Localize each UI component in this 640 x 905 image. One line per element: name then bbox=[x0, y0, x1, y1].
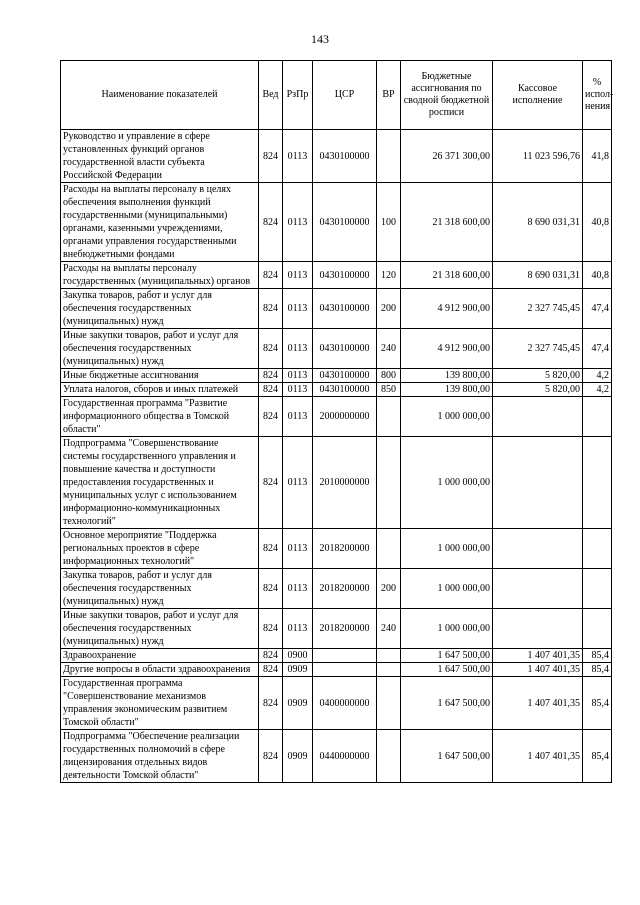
cell-rzpr: 0113 bbox=[283, 529, 313, 569]
cell-name: Руководство и управление в сфере установленных функций органов государственной власти субъекта Российской Федерации bbox=[61, 130, 259, 183]
cell-csr: 2018200000 bbox=[313, 609, 377, 649]
cell-vr bbox=[377, 677, 401, 730]
cell-percent: 4,2 bbox=[583, 369, 612, 383]
table-row bbox=[61, 369, 612, 383]
cell-percent: 4,2 bbox=[583, 383, 612, 397]
cell-vr bbox=[377, 437, 401, 529]
cell-cash: 5 820,00 bbox=[493, 383, 583, 397]
table-row bbox=[61, 383, 612, 397]
cell-budget: 1 000 000,00 bbox=[401, 569, 493, 609]
cell-vr: 200 bbox=[377, 569, 401, 609]
cell-name: Подпрограмма "Обеспечение реализации государственных полномочий в сфере лицензирования отдельных видов деятельности Томской области" bbox=[61, 730, 259, 783]
header-percent: % испол-нения bbox=[583, 61, 612, 130]
cell-name: Иные закупки товаров, работ и услуг для обеспечения государственных (муниципальных) нужд bbox=[61, 609, 259, 649]
cell-csr: 0430100000 bbox=[313, 329, 377, 369]
cell-percent bbox=[583, 609, 612, 649]
header-vr: ВР bbox=[377, 61, 401, 130]
cell-ved: 824 bbox=[259, 262, 283, 289]
budget-table bbox=[60, 60, 612, 783]
cell-budget: 1 647 500,00 bbox=[401, 730, 493, 783]
cell-budget: 21 318 600,00 bbox=[401, 262, 493, 289]
cell-percent bbox=[583, 529, 612, 569]
table-row bbox=[61, 677, 612, 730]
cell-budget: 1 000 000,00 bbox=[401, 609, 493, 649]
table-row bbox=[61, 329, 612, 369]
cell-percent bbox=[583, 569, 612, 609]
page-number: 143 bbox=[311, 32, 329, 46]
cell-csr: 0430100000 bbox=[313, 369, 377, 383]
cell-name: Уплата налогов, сборов и иных платежей bbox=[61, 383, 259, 397]
cell-ved: 824 bbox=[259, 529, 283, 569]
cell-csr: 0430100000 bbox=[313, 262, 377, 289]
cell-percent: 85,4 bbox=[583, 649, 612, 663]
cell-vr: 200 bbox=[377, 289, 401, 329]
cell-csr: 2018200000 bbox=[313, 529, 377, 569]
cell-vr: 120 bbox=[377, 262, 401, 289]
cell-csr: 0440000000 bbox=[313, 730, 377, 783]
header-rzpr: РзПр bbox=[283, 61, 313, 130]
cell-name: Государственная программа "Совершенствование механизмов управления экономическим развитием Томской области" bbox=[61, 677, 259, 730]
cell-ved: 824 bbox=[259, 649, 283, 663]
cell-rzpr: 0113 bbox=[283, 329, 313, 369]
cell-percent: 85,4 bbox=[583, 730, 612, 783]
cell-budget: 1 000 000,00 bbox=[401, 437, 493, 529]
header-name: Наименование показателей bbox=[61, 61, 259, 130]
cell-cash: 8 690 031,31 bbox=[493, 183, 583, 262]
cell-vr: 100 bbox=[377, 183, 401, 262]
cell-cash: 11 023 596,76 bbox=[493, 130, 583, 183]
cell-ved: 824 bbox=[259, 569, 283, 609]
cell-budget: 4 912 900,00 bbox=[401, 289, 493, 329]
cell-name: Подпрограмма "Совершенствование системы государственного управления и повышение качества и доступности предоставления государственных и муниципальных услуг с использованием информационно-коммуникационных технологий" bbox=[61, 437, 259, 529]
cell-ved: 824 bbox=[259, 677, 283, 730]
cell-rzpr: 0113 bbox=[283, 369, 313, 383]
table-body bbox=[61, 130, 612, 783]
cell-budget: 26 371 300,00 bbox=[401, 130, 493, 183]
cell-rzpr: 0113 bbox=[283, 569, 313, 609]
cell-budget: 4 912 900,00 bbox=[401, 329, 493, 369]
cell-rzpr: 0113 bbox=[283, 437, 313, 529]
cell-csr bbox=[313, 663, 377, 677]
cell-cash: 1 407 401,35 bbox=[493, 730, 583, 783]
cell-budget: 1 647 500,00 bbox=[401, 663, 493, 677]
header-csr: ЦСР bbox=[313, 61, 377, 130]
cell-percent: 85,4 bbox=[583, 663, 612, 677]
cell-budget: 139 800,00 bbox=[401, 383, 493, 397]
cell-csr: 0430100000 bbox=[313, 183, 377, 262]
table-row bbox=[61, 529, 612, 569]
cell-budget: 139 800,00 bbox=[401, 369, 493, 383]
header-budget: Бюджетные ассигнования по сводной бюджетной росписи bbox=[401, 61, 493, 130]
cell-rzpr: 0909 bbox=[283, 677, 313, 730]
cell-csr: 0430100000 bbox=[313, 130, 377, 183]
cell-cash: 8 690 031,31 bbox=[493, 262, 583, 289]
cell-rzpr: 0113 bbox=[283, 383, 313, 397]
table-row bbox=[61, 289, 612, 329]
cell-vr bbox=[377, 397, 401, 437]
table-row bbox=[61, 130, 612, 183]
cell-percent bbox=[583, 437, 612, 529]
cell-ved: 824 bbox=[259, 397, 283, 437]
cell-cash: 1 407 401,35 bbox=[493, 663, 583, 677]
cell-budget: 1 000 000,00 bbox=[401, 529, 493, 569]
cell-percent: 41,8 bbox=[583, 130, 612, 183]
cell-csr: 0430100000 bbox=[313, 289, 377, 329]
cell-csr bbox=[313, 649, 377, 663]
table-row bbox=[61, 730, 612, 783]
cell-csr: 2010000000 bbox=[313, 437, 377, 529]
cell-rzpr: 0113 bbox=[283, 289, 313, 329]
cell-name: Расходы на выплаты персоналу в целях обеспечения выполнения функций государственными (муниципальными) органами, казенными учреждениями, органами управления государственными внебюджетными фондами bbox=[61, 183, 259, 262]
cell-cash bbox=[493, 397, 583, 437]
table-row bbox=[61, 649, 612, 663]
cell-vr bbox=[377, 663, 401, 677]
table-row bbox=[61, 609, 612, 649]
cell-cash bbox=[493, 609, 583, 649]
cell-name: Расходы на выплаты персоналу государственных (муниципальных) органов bbox=[61, 262, 259, 289]
cell-percent bbox=[583, 397, 612, 437]
cell-percent: 47,4 bbox=[583, 329, 612, 369]
cell-percent: 40,8 bbox=[583, 262, 612, 289]
table-row bbox=[61, 569, 612, 609]
cell-vr: 240 bbox=[377, 329, 401, 369]
cell-rzpr: 0113 bbox=[283, 397, 313, 437]
cell-name: Закупка товаров, работ и услуг для обеспечения государственных (муниципальных) нужд bbox=[61, 569, 259, 609]
cell-vr bbox=[377, 529, 401, 569]
cell-budget: 1 000 000,00 bbox=[401, 397, 493, 437]
cell-rzpr: 0113 bbox=[283, 262, 313, 289]
cell-csr: 0400000000 bbox=[313, 677, 377, 730]
cell-vr bbox=[377, 130, 401, 183]
cell-budget: 1 647 500,00 bbox=[401, 649, 493, 663]
cell-cash bbox=[493, 569, 583, 609]
table-row bbox=[61, 262, 612, 289]
cell-ved: 824 bbox=[259, 663, 283, 677]
cell-cash: 1 407 401,35 bbox=[493, 677, 583, 730]
cell-cash: 2 327 745,45 bbox=[493, 329, 583, 369]
cell-ved: 824 bbox=[259, 130, 283, 183]
cell-ved: 824 bbox=[259, 183, 283, 262]
cell-vr: 240 bbox=[377, 609, 401, 649]
cell-percent: 47,4 bbox=[583, 289, 612, 329]
cell-ved: 824 bbox=[259, 329, 283, 369]
cell-percent: 85,4 bbox=[583, 677, 612, 730]
cell-csr: 2018200000 bbox=[313, 569, 377, 609]
header-ved: Вед bbox=[259, 61, 283, 130]
table-row bbox=[61, 663, 612, 677]
cell-ved: 824 bbox=[259, 437, 283, 529]
cell-rzpr: 0113 bbox=[283, 183, 313, 262]
cell-name: Иные закупки товаров, работ и услуг для обеспечения государственных (муниципальных) нужд bbox=[61, 329, 259, 369]
table-row bbox=[61, 397, 612, 437]
cell-rzpr: 0909 bbox=[283, 730, 313, 783]
cell-cash bbox=[493, 529, 583, 569]
cell-vr: 800 bbox=[377, 369, 401, 383]
cell-name: Основное мероприятие "Поддержка региональных проектов в сфере информационных технологий" bbox=[61, 529, 259, 569]
cell-name: Здравоохранение bbox=[61, 649, 259, 663]
table-row bbox=[61, 183, 612, 262]
cell-ved: 824 bbox=[259, 730, 283, 783]
cell-csr: 0430100000 bbox=[313, 383, 377, 397]
cell-name: Иные бюджетные ассигнования bbox=[61, 369, 259, 383]
cell-rzpr: 0900 bbox=[283, 649, 313, 663]
cell-percent: 40,8 bbox=[583, 183, 612, 262]
cell-cash bbox=[493, 437, 583, 529]
cell-ved: 824 bbox=[259, 289, 283, 329]
cell-budget: 1 647 500,00 bbox=[401, 677, 493, 730]
header-cash: Кассовое исполнение bbox=[493, 61, 583, 130]
table-header bbox=[61, 61, 612, 130]
cell-budget: 21 318 600,00 bbox=[401, 183, 493, 262]
cell-rzpr: 0113 bbox=[283, 130, 313, 183]
cell-ved: 824 bbox=[259, 609, 283, 649]
cell-cash: 5 820,00 bbox=[493, 369, 583, 383]
header-row bbox=[61, 61, 612, 130]
cell-ved: 824 bbox=[259, 369, 283, 383]
cell-vr bbox=[377, 649, 401, 663]
cell-rzpr: 0113 bbox=[283, 609, 313, 649]
table-row bbox=[61, 437, 612, 529]
cell-rzpr: 0909 bbox=[283, 663, 313, 677]
cell-name: Государственная программа "Развитие информационного общества в Томской области" bbox=[61, 397, 259, 437]
cell-name: Закупка товаров, работ и услуг для обеспечения государственных (муниципальных) нужд bbox=[61, 289, 259, 329]
cell-cash: 1 407 401,35 bbox=[493, 649, 583, 663]
cell-ved: 824 bbox=[259, 383, 283, 397]
cell-vr bbox=[377, 730, 401, 783]
cell-csr: 2000000000 bbox=[313, 397, 377, 437]
cell-vr: 850 bbox=[377, 383, 401, 397]
cell-cash: 2 327 745,45 bbox=[493, 289, 583, 329]
cell-name: Другие вопросы в области здравоохранения bbox=[61, 663, 259, 677]
